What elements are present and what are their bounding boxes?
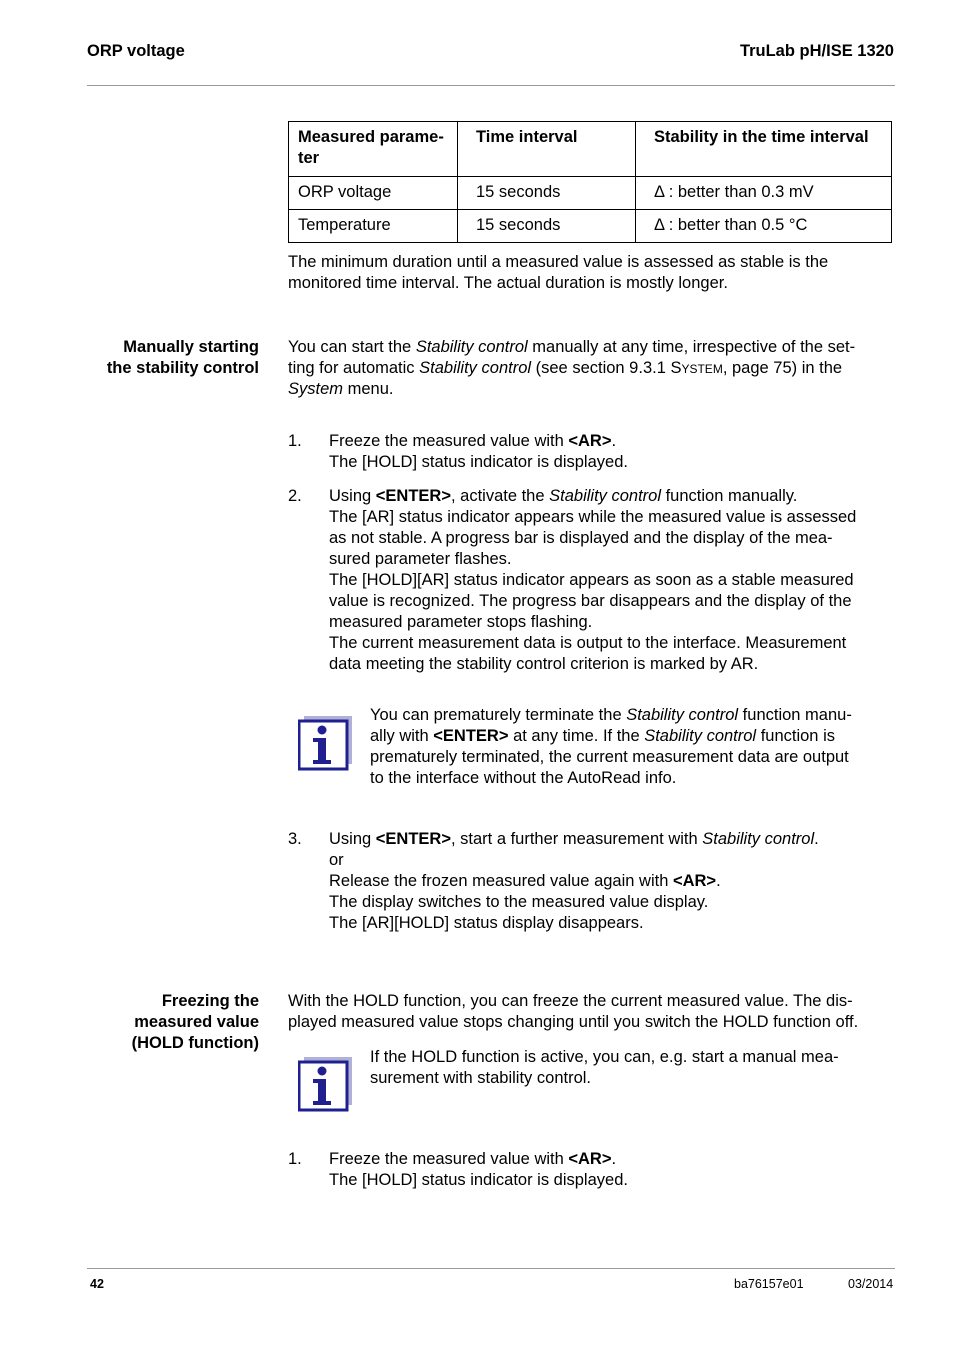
- document-id: ba76157e01: [734, 1277, 804, 1291]
- paragraph-line: With the HOLD function, you can freeze the current measured value. The dis-: [288, 992, 853, 1010]
- info-note-hold: If the HOLD function is active, you can, e.g. start a manual mea- surement with stability control.: [370, 1048, 839, 1087]
- header-product-name: TruLab pH/ISE 1320: [739, 42, 894, 60]
- side-heading-line: Manually starting: [123, 338, 259, 356]
- table-cell: Δ : better than 0.3 mV: [636, 177, 892, 210]
- side-heading-line: Freezing the: [161, 992, 259, 1010]
- stability-duration-paragraph: [288, 252, 896, 294]
- paragraph-line: The minimum duration until a measured value is assessed as stable is the: [288, 253, 829, 271]
- step-number: 2.: [288, 487, 302, 505]
- side-heading-freezing: [87, 991, 259, 1054]
- step-number: 1.: [288, 432, 302, 450]
- step-2-text: Using <ENTER>, activate the Stability control function manually. The [AR] status indicator appears while the measured value is assessed as not stable. A progress bar is displayed and the display of the mea- sured parameter flashes. The [HOLD][AR] status indicator appears as soon as a stable measured value is recognized. The progress bar disappears and the display of the measured parameter stops flashing. The current measurement data is output to the interface. Measurement data meeting the stability control criterion is marked by AR.: [329, 487, 857, 673]
- document-date: 03/2014: [848, 1277, 894, 1291]
- paragraph-line: ting for automatic Stability control (see section 9.3.1 System, page 75) in the: [288, 359, 843, 377]
- side-heading-manual-start: [87, 337, 259, 379]
- paragraph-line: monitored time interval. The actual duration is mostly longer.: [288, 274, 728, 292]
- table-header-cell: Time interval: [458, 122, 636, 177]
- system-menu-ref: System: [670, 359, 723, 377]
- key-enter: <ENTER>: [375, 830, 451, 848]
- table-cell: Temperature: [289, 210, 458, 243]
- header-rule: [87, 85, 895, 86]
- key-ar: <AR>: [568, 432, 612, 450]
- paragraph-line: played measured value stops changing until you switch the HOLD function off.: [288, 1013, 859, 1031]
- side-heading-line: the stability control: [106, 359, 259, 377]
- info-icon: [298, 1056, 354, 1112]
- side-heading-line: (HOLD function): [131, 1034, 259, 1052]
- step-1-text: Freeze the measured value with <AR>. The [HOLD] status indicator is displayed.: [329, 432, 628, 471]
- key-enter: <ENTER>: [375, 487, 451, 505]
- table-row: [289, 177, 892, 210]
- stability-table: [288, 121, 892, 243]
- table-cell: 15 seconds: [458, 210, 636, 243]
- table-cell: ORP voltage: [289, 177, 458, 210]
- table-header-cell: Stability in the time interval: [636, 122, 892, 177]
- freezing-step-1-text: Freeze the measured value with <AR>. The [HOLD] status indicator is displayed.: [329, 1150, 628, 1189]
- key-ar: <AR>: [568, 1150, 612, 1168]
- step-number: 1.: [288, 1150, 302, 1168]
- key-enter: <ENTER>: [433, 727, 509, 745]
- key-ar: <AR>: [672, 872, 717, 890]
- side-heading-line: measured value: [134, 1013, 259, 1031]
- step-number: 3.: [288, 830, 302, 848]
- step-3-text: Using <ENTER>, start a further measurement with Stability control. or Release the frozen measured value again with <AR>. The display switches to the measured value display. The [AR][HOLD] status display disappears.: [329, 830, 819, 932]
- table-header-cell: Measured parame-ter: [289, 122, 458, 177]
- header-section-title: ORP voltage: [87, 42, 185, 60]
- page-number: 42: [90, 1277, 104, 1291]
- info-note-terminate: You can prematurely terminate the Stability control function manu- ally with <ENTER> at any time. If the Stability control function is prematurely terminated, the current measurement data are output to the interface without the AutoRead info.: [370, 706, 852, 787]
- paragraph-line: You can start the Stability control manually at any time, irrespective of the set-: [288, 338, 856, 356]
- info-icon: [298, 715, 354, 771]
- table-header-row: [289, 122, 892, 177]
- manual-start-intro: [288, 337, 896, 400]
- footer-rule: [87, 1268, 895, 1269]
- freezing-intro: [288, 991, 896, 1033]
- table-row: [289, 210, 892, 243]
- table-cell: 15 seconds: [458, 177, 636, 210]
- paragraph-line: System menu.: [288, 380, 394, 398]
- table-cell: Δ : better than 0.5 °C: [636, 210, 892, 243]
